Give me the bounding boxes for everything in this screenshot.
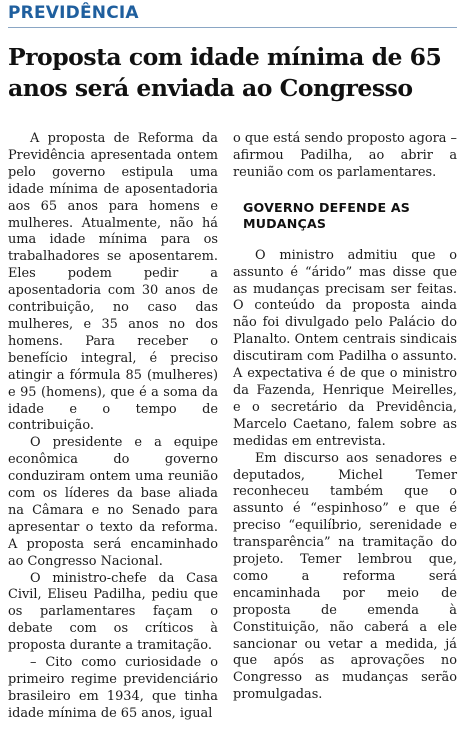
article-column-right [233,131,457,704]
paragraph: O ministro admitiu que o assunto é “árido” mas disse que as mudanças precisam ser feitas. O conteúdo da proposta ainda não foi divulgado pelo Palácio do Planalto. Ontem centrais sindicais discutiram com Padilha o assunto. A expectativa é de que o ministro da Fazenda, Henrique Meirelles, e o secretário da Previdência, Marcelo Caetano, falem sobre as medidas em entrevista. [233,247,457,449]
headline: Proposta com idade mínima de 65 anos será enviada ao Congresso [8,43,442,102]
article-column-left [8,131,218,723]
section-divider [8,27,457,28]
section-label: PREVIDÊNCIA [8,3,139,23]
paragraph: O ministro-chefe da Casa Civil, Eliseu Padilha, pediu que os parlamentares façam o debate com os críticos à proposta durante a tramitação. [8,570,218,654]
paragraph-continuation: o que está sendo proposto agora – afirmou Padilha, ao abrir a reunião com os parlamentares. [233,131,457,180]
paragraph: O presidente e a equipe econômica do governo conduziram ontem uma reunião com os líderes da base aliada na Câmara e no Senado para apresentar o texto da reforma. A proposta será encaminhado ao Congresso Nacional. [8,435,218,569]
subhead: GOVERNO DEFENDE AS MUDANÇAS [243,199,411,231]
paragraph: Em discurso aos senadores e deputados, Michel Temer reconheceu também que o assunto é “espinhoso” e que é preciso “equilíbrio, serenidade e transparência” na tramitação do projeto. Temer lembrou que, como a reforma será encaminhada por meio de proposta de emenda à Constituição, não caberá a ele sancionar ou vetar a medida, já que após as aprovações no Congresso as mudanças serão promulgadas. [233,450,457,703]
paragraph: A proposta de Reforma da Previdência apresentada ontem pelo governo estipula uma idade mínima de aposentadoria aos 65 anos para homens e mulheres. Atualmente, não há uma idade mínima para os trabalhadores se aposentarem. Eles podem pedir a aposentadoria com 30 anos de contribuição, no caso das mulheres, e 35 anos no dos homens. Para receber o benefício integral, é preciso atingir a fórmula 85 (mulheres) e 95 (homens), que é a soma da idade e o tempo de contribuição. [8,131,218,434]
paragraph: – Cito como curiosidade o primeiro regime previdenciário brasileiro em 1934, que tinha idade mínima de 65 anos, igual [8,655,218,721]
